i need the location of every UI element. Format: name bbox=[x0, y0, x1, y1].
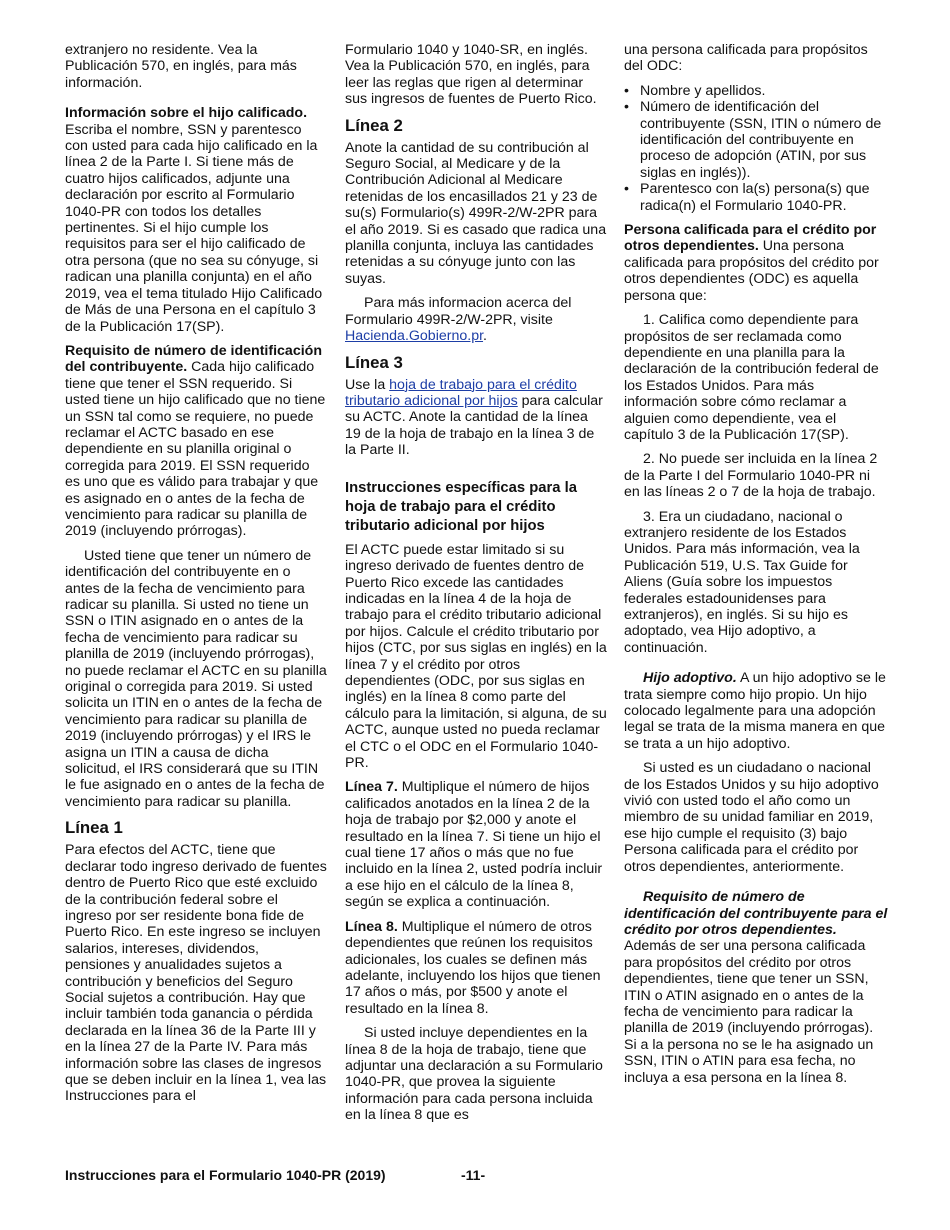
paragraph-text: Multiplique el número de hijos calificados anotados en la línea 2 de la hoja de trabajo por $2,000 y anote el resultado en la línea 7. Si tiene un hijo el cual tiene 17 años o más que no fue incluido en la línea 2, usted podría incluir a ese hijo en el cálculo de la línea 8, según se explica a continuación. bbox=[345, 779, 603, 911]
paragraph: una persona calificada para propósitos del ODC: bbox=[624, 42, 868, 75]
worksheet-link[interactable]: hoja de trabajo para el crédito tributario adicional por hijos bbox=[345, 376, 577, 409]
paragraph: Usted tiene que tener un número de identificación del contribuyente en o antes de la fecha de vencimiento para radicar su planilla. Si usted no tiene un SSN o ITIN asignado en o antes de la fecha de vencimiento para radicar su planilla de 2019 (incluyendo prórrogas), no puede reclamar el ACTC en su planilla original o corregida para 2019. Si usted solicita un ITIN en o antes de la fecha de vencimiento para radicar su planilla de 2019 (incluyendo prórrogas) y el IRS le asigna un ITIN a causa de dicha solicitud, el IRS considerará que su ITIN le fue asignado en o antes de la fecha de vencimiento para radicar su planilla. bbox=[65, 547, 327, 810]
paragraph: Formulario 1040 y 1040-SR, en inglés. Vea la Publicación 570, en inglés, para leer las reglas que rigen al determinar sus ingresos de fuentes de Puerto Rico. bbox=[345, 42, 597, 108]
paragraph: extranjero no residente. Vea la Publicación 570, en inglés, para más información. bbox=[65, 42, 297, 91]
paragraph-heading: Información sobre el hijo calificado. bbox=[65, 105, 308, 122]
numbered-item: 3. Era un ciudadano, nacional o extranjero residente de los Estados Unidos. Para más información, vea la Publicación 519, U.S. Tax Guide for Aliens (Guía sobre los impuestos federales estadounidenses para extranjeros), en inglés. Si su hijo es adoptado, vea Hijo adoptivo, a continuación. bbox=[624, 508, 860, 656]
paragraph: Para efectos del ACTC, tiene que declarar todo ingreso derivado de fuentes dentro de Puerto Rico que esté excluido de la contribución federal sobre el ingreso por ser residente bona fide de Puerto Rico. En este ingreso se incluyen salarios, intereses, dividendos, pensiones y anualidades sujetos a contribución y beneficios del Seguro Social sujetos a contribución. Hay que incluir también toda ganancia o pérdida declarada en la línea 36 de la Parte III y en la línea 27 de la Parte IV. Para más información sobre las clases de ingresos que se deben incluir en la línea 1, vea las Instrucciones para el bbox=[65, 842, 327, 1105]
list-item: • Parentesco con la(s) persona(s) que radica(n) el Formulario 1040-PR. bbox=[624, 181, 889, 214]
column-middle bbox=[345, 42, 607, 1132]
paragraph-heading: Persona calificada para el crédito por otros dependientes. bbox=[624, 222, 877, 255]
paragraph-text: Use la bbox=[345, 376, 386, 393]
paragraph-text: A un hijo adoptivo se le trata siempre como hijo propio. Un hijo colocado legalmente para una adopción legal se trata de la misma manera en que se trata a un hijo adoptivo. bbox=[624, 670, 886, 752]
paragraph: Si usted es un ciudadano o nacional de los Estados Unidos y su hijo adoptivo vivió con usted todo el año como un miembro de su unidad familiar en 2019, ese hijo cumple el requisito (3) bajo Persona calificada para el crédito por otros dependientes, anteriormente. bbox=[624, 760, 879, 875]
paragraph-heading: Requisito de número de identificación del contribuyente. bbox=[65, 342, 322, 376]
list-item: • Número de identificación del contribuyente (SSN, ITIN o número de identificación del contribuyente en proceso de adopción (ATIN, por sus siglas en inglés)). bbox=[624, 99, 889, 181]
paragraph-text: Multiplique el número de otros dependientes que reúnen los requisitos adicionales, los cuales se definen más adelante, incluyendo los hijos que tienen 17 años o más, por $500 y anote el resultado en la línea 8. bbox=[345, 918, 601, 1017]
page-footer bbox=[65, 1167, 885, 1187]
paragraph-heading: Línea 8. bbox=[345, 918, 398, 935]
paragraph-text: Además de ser una persona calificada para propósitos del crédito por otros dependientes, tiene que tener un SSN, ITIN o ATIN asignado en o antes de la fecha de vencimiento para radicar la planilla de 2019 (incluyendo prórrogas). Si a la persona no se le ha asignado un SSN, ITIN o ATIN para esa fecha, no incluya a esa persona en la línea 8. bbox=[624, 938, 874, 1086]
page-number: -11- bbox=[461, 1167, 486, 1183]
paragraph: Para más informacion acerca del Formulario 499R-2/W-2PR, visite Hacienda.Gobierno.pr. bbox=[345, 295, 572, 345]
paragraph: Anote la cantidad de su contribución al Seguro Social, al Medicare y de la Contribución Adicional al Medicare retenidas de los encasillados 21 y 23 de su(s) Formulario(s) 499R-2/W-2PR para el año 2019. Si es casado que radica una planilla conjunta, incluya las cantidades retenidas a su cónyuge junto con las suyas. bbox=[345, 139, 607, 287]
paragraph bbox=[345, 919, 607, 1017]
paragraph bbox=[624, 222, 889, 304]
numbered-item: 2. No puede ser incluida en la línea 2 de la Parte I del Formulario 1040-PR ni en las líneas 2 o 7 de la hoja de trabajo. bbox=[624, 451, 878, 501]
section-heading-linea-2: Línea 2 bbox=[345, 115, 403, 135]
paragraph bbox=[65, 343, 327, 540]
hacienda-link[interactable]: Hacienda.Gobierno.pr bbox=[345, 328, 484, 345]
paragraph-heading: Requisito de número de identificación del contribuyente para el crédito por otros dependientes. bbox=[624, 889, 888, 938]
paragraph: Si usted incluye dependientes en la línea 8 de la hoja de trabajo, tiene que adjuntar una declaración a su Formulario 1040-PR, que provea la siguiente información para cada persona incluida en la línea 8 que es bbox=[345, 1025, 603, 1124]
list-item: • Nombre y apellidos. bbox=[624, 83, 889, 99]
paragraph-heading: Línea 7. bbox=[345, 779, 398, 796]
paragraph bbox=[624, 670, 889, 752]
bullet-list bbox=[624, 83, 889, 214]
paragraph bbox=[345, 779, 607, 910]
paragraph-text: Cada hijo calificado tiene que tener el SSN requerido. Si usted tiene un hijo calificado que no tiene un SSN tal como se requiere, no puede reclamar el ACTC basado en ese dependiente en su planilla original o corregida para 2019. El SSN requerido es uno que es válido para trabajar y que es asignado en o antes de la fecha de vencimiento para radicar su planilla de 2019 (incluyendo prórrogas). bbox=[65, 359, 326, 540]
paragraph-text: Para más informacion acerca del Formulario 499R-2/W-2PR, visite bbox=[345, 295, 572, 328]
footer-title: Instrucciones para el Formulario 1040-PR (2019) bbox=[65, 1167, 386, 1183]
paragraph-heading: Hijo adoptivo. bbox=[643, 670, 737, 687]
section-heading-instrucciones: Instrucciones específicas para la hoja de trabajo para el crédito tributario adicional por hijos bbox=[345, 479, 577, 535]
numbered-item: 1. Califica como dependiente para propósitos de ser reclamada como dependiente en una planilla para la declaración de la contribución federal de los Estados Unidos. Para más información sobre cómo reclamar a alguien como dependiente, vea el capítulo 3 de la Publicación 17(SP). bbox=[624, 312, 879, 443]
section-heading-linea-3: Línea 3 bbox=[345, 352, 403, 372]
paragraph bbox=[345, 377, 607, 459]
column-right bbox=[624, 42, 889, 1094]
paragraph-text: para calcular su ACTC. Anote la cantidad de la línea 19 de la hoja de trabajo en la línea 3 de la Parte II. bbox=[345, 392, 603, 459]
paragraph: El ACTC puede estar limitado si su ingreso derivado de fuentes dentro de Puerto Rico excede las cantidades indicadas en la línea 4 de la hoja de trabajo para el crédito tributario adicional por hijos. Calcule el crédito tributario por hijos (CTC, por sus siglas en inglés) en la línea 7 y el crédito por otros dependientes (ODC, por sus siglas en inglés) en la línea 8 como parte del cálculo para la limitación, si alguna, de su ACTC, aunque usted no pueda reclamar el CTC o el ODC en el Formulario 1040-PR. bbox=[345, 541, 607, 772]
paragraph-text: Escriba el nombre, SSN y parentesco con usted para cada hijo calificado en la línea 2 de la Parte I. Si tiene más de cuatro hijos calificados, adjunte una declaración por escrito al Formulario 1040-PR con todos los detalles pertinentes. Si el hijo cumple los requisitos para ser el hijo calificado de otra persona (que no sea su cónyuge, si radican una planilla conjunta) en el año 2019, vea el tema titulado Hijo Calificado de Más de una Persona en el capítulo 3 de la Publicación 17(SP). bbox=[65, 121, 323, 335]
paragraph bbox=[65, 105, 327, 335]
paragraph-text: Una persona calificada para propósitos del crédito por otros dependientes (ODC) es aquella persona que: bbox=[624, 238, 879, 304]
column-left bbox=[65, 42, 327, 1113]
paragraph bbox=[624, 889, 889, 1086]
section-heading-linea-1: Línea 1 bbox=[65, 818, 123, 838]
